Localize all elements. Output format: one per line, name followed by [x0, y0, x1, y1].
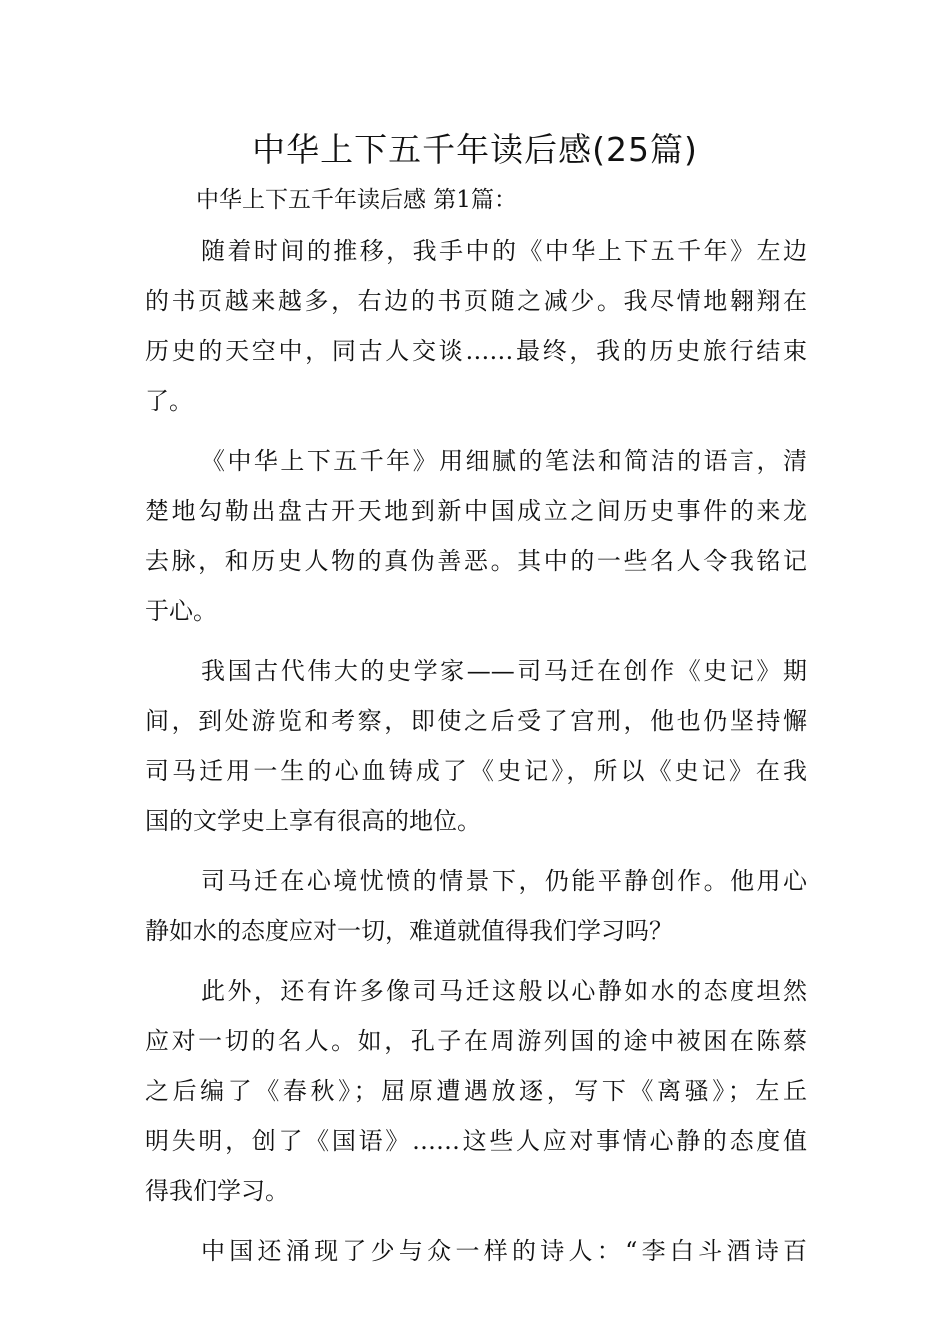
document-body — [145, 226, 807, 1286]
paragraph-3 — [145, 646, 807, 846]
section-heading: 中华上下五千年读后感 第1篇： — [196, 187, 517, 213]
text-line: 国的文学史上享有很高的地位。 — [145, 807, 481, 835]
text-line: 明失明，创了《国语》……这些人应对事情心静的态度值 — [145, 1127, 807, 1155]
document-title: 中华上下五千年读后感(25篇) — [252, 130, 698, 169]
text-line: 司马迁在心境忧愤的情景下，仍能平静创作。他用心 — [201, 867, 807, 895]
text-line: 于心。 — [145, 597, 217, 625]
text-line: 得我们学习。 — [145, 1177, 289, 1205]
text-line: 历史的天空中，同古人交谈……最终，我的历史旅行结束 — [145, 337, 807, 365]
text-line: 的书页越来越多，右边的书页随之减少。我尽情地翱翔在 — [145, 287, 807, 315]
text-line: 了。 — [145, 387, 193, 415]
paragraph-2 — [145, 436, 807, 636]
text-line: 中国还涌现了少与众一样的诗人：“李白斗酒诗百 — [201, 1237, 807, 1265]
paragraph-4 — [145, 856, 807, 956]
paragraph-1 — [145, 226, 807, 426]
text-line: 楚地勾勒出盘古开天地到新中国成立之间历史事件的来龙 — [145, 497, 807, 525]
text-line: 我国古代伟大的史学家——司马迁在创作《史记》期 — [201, 657, 807, 685]
text-line: 《中华上下五千年》用细腻的笔法和简洁的语言，清 — [201, 447, 807, 475]
text-line: 静如水的态度应对一切，难道就值得我们学习吗？ — [145, 917, 673, 945]
text-line: 此外，还有许多像司马迁这般以心静如水的态度坦然 — [201, 977, 807, 1005]
paragraph-5 — [145, 966, 807, 1216]
paragraph-6 — [145, 1226, 807, 1276]
text-line: 间，到处游览和考察，即使之后受了宫刑，他也仍坚持懈 — [145, 707, 807, 735]
text-line: 之后编了《春秋》；屈原遭遇放逐，写下《离骚》；左丘 — [145, 1077, 807, 1105]
text-line: 应对一切的名人。如，孔子在周游列国的途中被困在陈蔡 — [145, 1027, 807, 1055]
text-line: 去脉，和历史人物的真伪善恶。其中的一些名人令我铭记 — [145, 547, 807, 575]
text-line: 随着时间的推移，我手中的《中华上下五千年》左边 — [201, 237, 807, 265]
text-line: 司马迁用一生的心血铸成了《史记》，所以《史记》在我 — [145, 757, 807, 785]
